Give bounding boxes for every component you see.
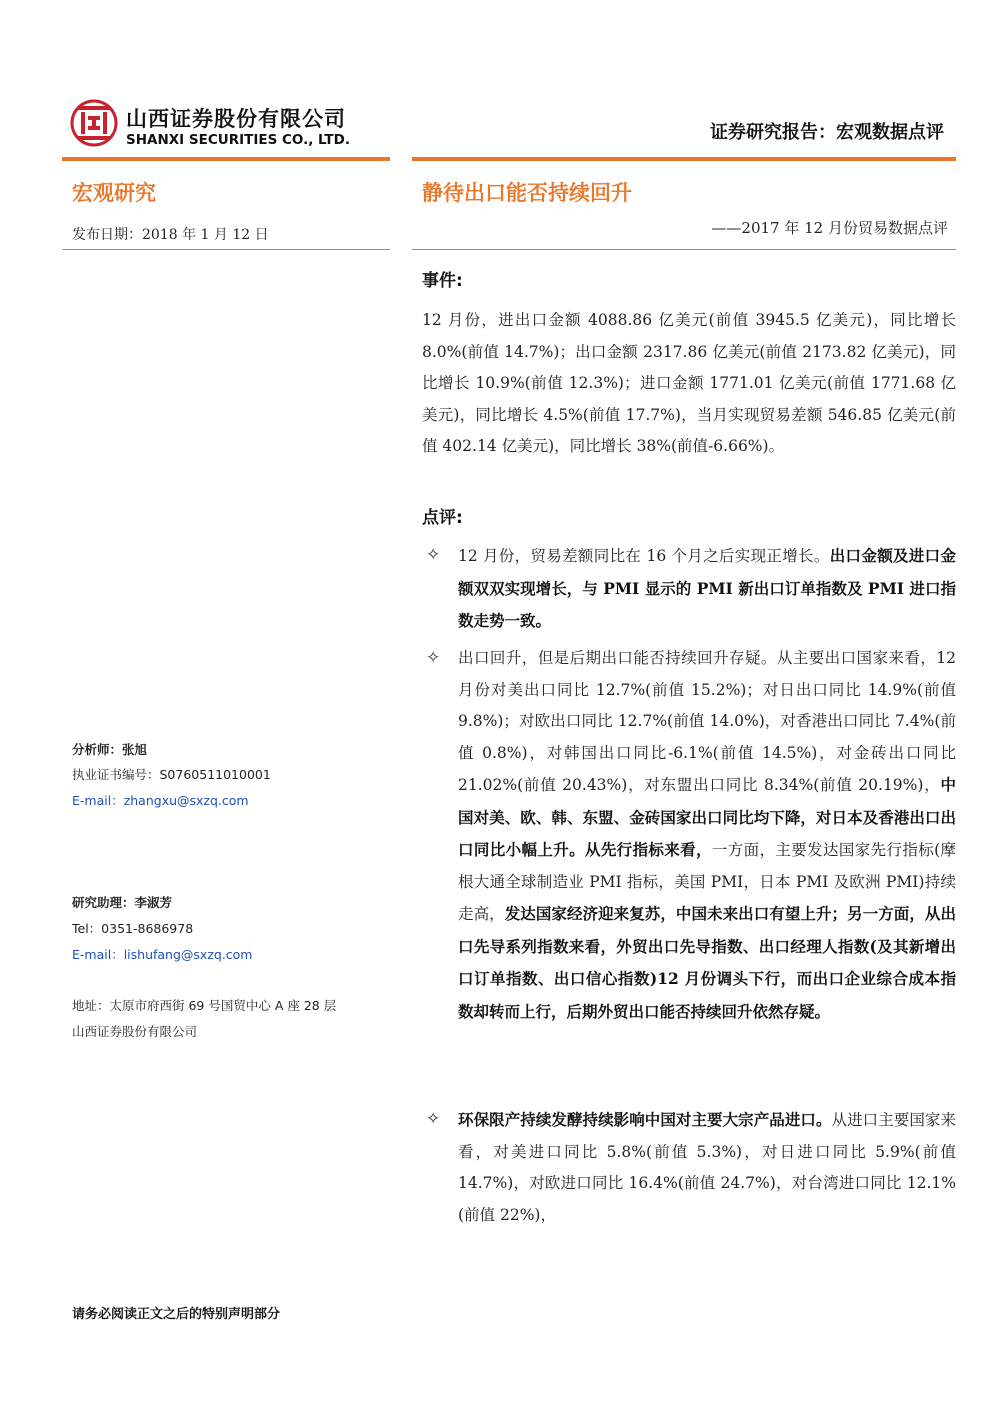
company-name-sidebar: 山西证券股份有限公司: [72, 1024, 198, 1039]
bullet-2-bold-a: 中国对美、欧、韩、东盟、金砖国家出口同比均下降，对日本及香港出口出口同比小幅上升。从先行指标来看，: [458, 775, 956, 859]
diamond-bullet-icon: ✧: [426, 1109, 441, 1129]
report-type: 证券研究报告：宏观数据点评: [710, 122, 944, 143]
bullet-2-bold-b: 发达国家经济迎来复苏，中国未来出口有望上升；另一方面，从出口先导系列指数来看，外贸出口先导指数、出口经理人指数(及其新增出口订单指数、出口信心指数)12 月份调头下行，而出口企业综合成本指数却转而上行，后期外贸出口能否持续回升依然存疑。: [458, 904, 956, 1021]
bullet-2-text-b: 一方面，主要发达国家先行指标(摩根大通全球制造业 PMI 指标，美国 PMI，日本 PMI 及欧洲 PMI)持续走高，: [458, 841, 956, 923]
review-heading: 点评:: [422, 508, 463, 528]
company-name-en: SHANXI SECURITIES CO., LTD.: [126, 132, 350, 148]
header-divider-left: [62, 157, 390, 161]
review-bullet-2: [422, 643, 956, 1028]
disclaimer-note: 请务必阅读正文之后的特别声明部分: [72, 1307, 281, 1322]
company-logo-icon: [70, 97, 118, 149]
assistant-email-link[interactable]: E-mail：lishufang@sxzq.com: [72, 947, 253, 962]
review-bullet-1: [422, 540, 956, 638]
section-label: 宏观研究: [72, 181, 156, 205]
analyst-name: 分析师：张旭: [72, 742, 148, 757]
bullet-3-bold: 环保限产持续发酵持续影响中国对主要大宗产品进口。: [458, 1110, 832, 1129]
page-title: 静待出口能否持续回升: [422, 181, 632, 205]
company-address: 地址：太原市府西街 69 号国贸中心 A 座 28 层: [72, 998, 337, 1013]
bullet-3-text: 从进口主要国家来看，对美进口同比 5.8%(前值 5.3%)，对日进口同比 5.9%(前值 14.7%)，对欧进口同比 16.4%(前值 24.7%)，对台湾进口同比 12.1%(前值 22%)，: [458, 1111, 956, 1224]
bullet-1-text: 12 月份，贸易差额同比在 16 个月之后实现正增长。: [458, 547, 830, 565]
event-heading: 事件:: [422, 271, 463, 291]
bullet-2-text-a: 出口回升，但是后期出口能否持续回升存疑。从主要出口国家来看，12 月份对美出口同比 12.7%(前值 15.2%)；对日出口同比 14.9%(前值 9.8%)；对欧出口同比 12.7%(前值 14.0%)，对香港出口同比 7.4%(前值 0.8%)，对韩国出口同比-6.1%(前值 14.5%)，对金砖出口同比 21.02%(前值 20.43%)，对东盟出口同比 8.34%(前值 20.19%)，: [458, 649, 956, 794]
publish-date: 发布日期：2018 年 1 月 12 日: [72, 227, 269, 243]
company-name-cn: 山西证券股份有限公司: [126, 107, 346, 131]
review-bullet-3: [422, 1104, 956, 1231]
title-divider-right: [412, 249, 956, 250]
assistant-name: 研究助理：李淑芳: [72, 895, 173, 910]
bullet-1-bold: 出口金额及进口金额双双实现增长，与 PMI 显示的 PMI 新出口订单指数及 PMI 进口指数走势一致。: [458, 546, 956, 630]
assistant-tel: Tel：0351-8686978: [72, 921, 194, 936]
analyst-cert-no: 执业证书编号：S0760511010001: [72, 767, 271, 782]
title-divider-left: [62, 249, 390, 250]
diamond-bullet-icon: ✧: [426, 648, 441, 668]
event-paragraph: 12 月份，进出口金额 4088.86 亿美元(前值 3945.5 亿美元)，同比增长 8.0%(前值 14.7%)；出口金额 2317.86 亿美元(前值 2173.82 亿美元)，同比增长 10.9%(前值 12.3%)；进口金额 1771.01 亿美元(前值 1771.68 亿美元)，同比增长 4.5%(前值 17.7%)，当月实现贸易差额 546.85 亿美元(前值 402.14 亿美元)，同比增长 38%(前值-6.66%)。: [422, 311, 956, 455]
page-subtitle: ——2017 年 12 月份贸易数据点评: [711, 219, 948, 237]
analyst-email-link[interactable]: E-mail：zhangxu@sxzq.com: [72, 793, 249, 808]
diamond-bullet-icon: ✧: [426, 545, 441, 565]
header-divider-right: [412, 157, 956, 161]
